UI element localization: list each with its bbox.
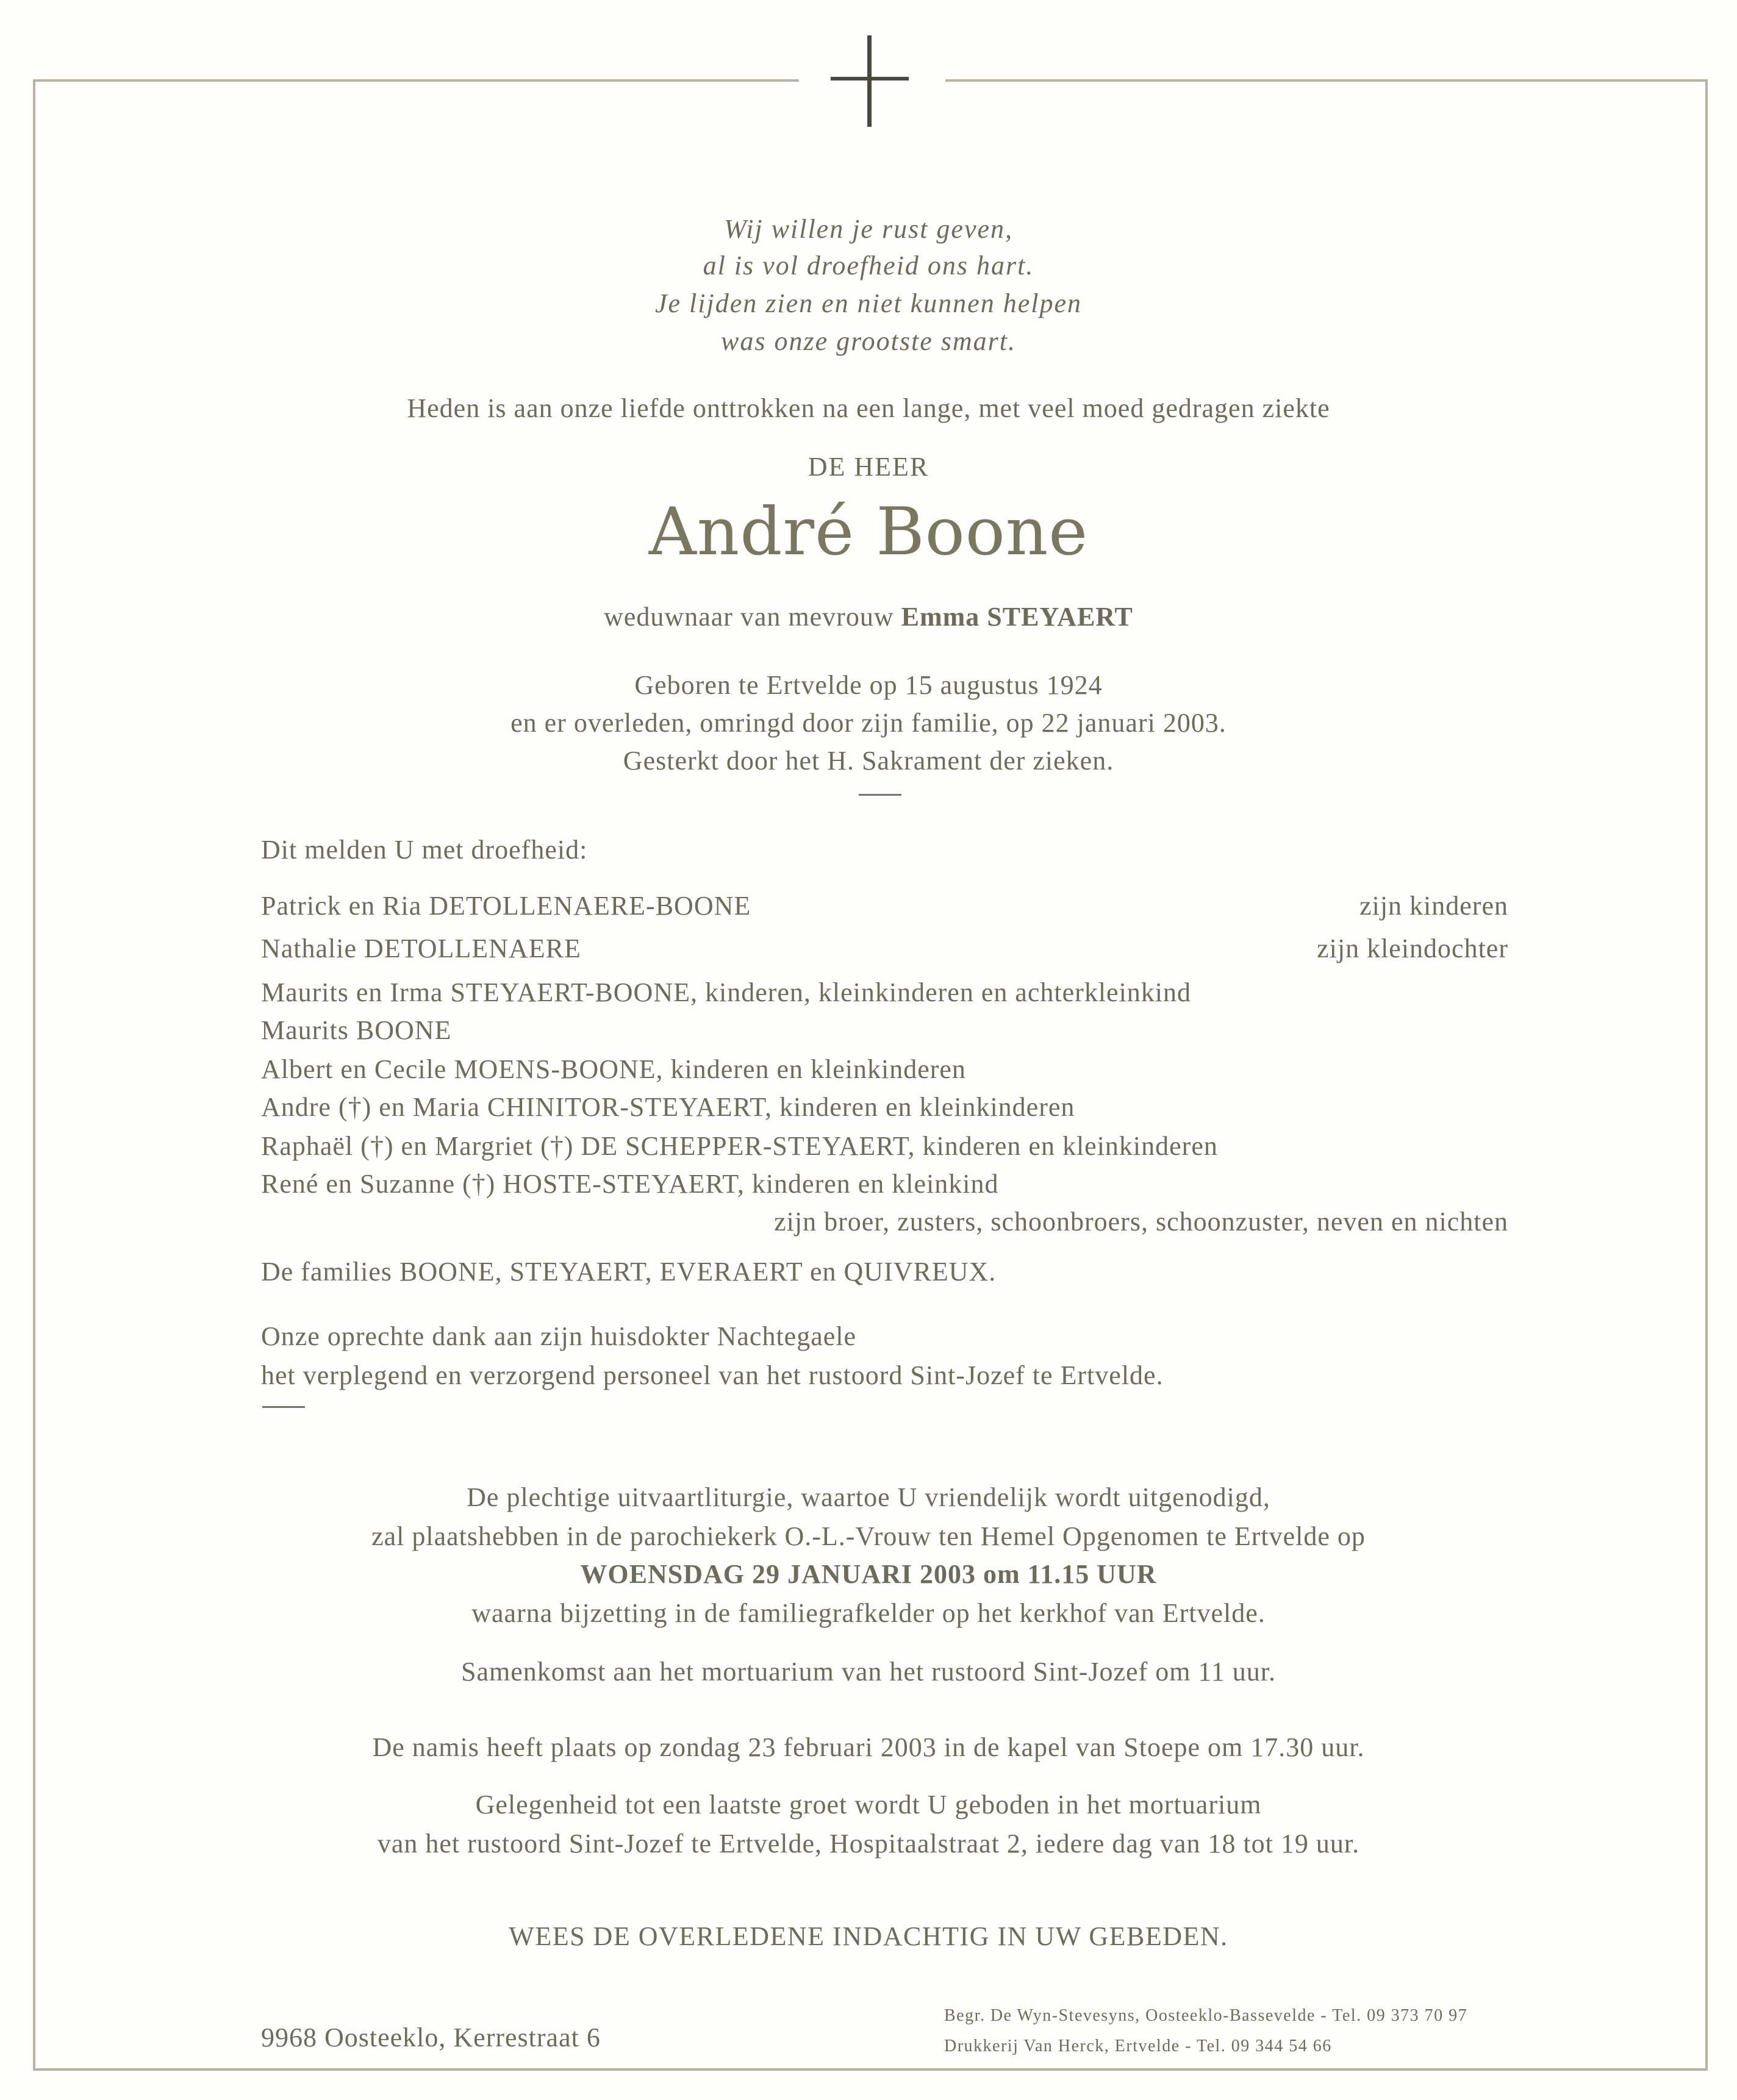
funeral-line-4: waarna bijzetting in de familiegrafkelder op het kerkhof van Ertvelde.	[471, 1598, 1266, 1628]
poem-line-3: Je lijden zien en niet kunnen helpen	[655, 288, 1082, 318]
announce-text: Dit melden U met droefheid:	[261, 835, 588, 865]
funeral-line-1: De plechtige uitvaartliturgie, waartoe U vriendelijk wordt uitgenodigd,	[467, 1482, 1270, 1512]
poem-line-1: Wij willen je rust geven,	[723, 214, 1014, 244]
thanks-line-2: het verplegend en verzorgend personeel van het rustoord Sint-Jozef te Ertvelde.	[261, 1360, 1164, 1390]
families-line: De families BOONE, STEYAERT, EVERAERT en QUIVREUX.	[261, 1257, 997, 1287]
divider-dash	[262, 1406, 305, 1408]
frame-gap	[799, 67, 945, 104]
family-name-1: Patrick en Ria DETOLLENAERE-BOONE	[261, 891, 751, 921]
poem-line-2: al is vol droefheid ons hart.	[703, 251, 1034, 280]
life-line-3: Gesterkt door het H. Sakrament der zieken.	[623, 746, 1114, 776]
life-line-1: Geboren te Ertvelde op 15 augustus 1924	[634, 670, 1103, 700]
family-name-2: Nathalie DETOLLENAERE	[261, 934, 581, 963]
sibling-line-5: Raphaël (†) en Margriet (†) DE SCHEPPER-STEYAERT, kinderen en kleinkinderen	[261, 1131, 1218, 1161]
funeral-line-2: zal plaatshebben in de parochiekerk O.-L.-Vrouw ten Hemel Opgenomen te Ertvelde op	[371, 1521, 1366, 1551]
mass-text: De namis heeft plaats op zondag 23 februari 2003 in de kapel van Stoepe om 17.30 uur.	[372, 1732, 1365, 1762]
intro-text: Heden is aan onze liefde onttrokken na een lange, met veel moed gedragen ziekte	[407, 393, 1330, 423]
credit-printer: Drukkerij Van Herck, Ertvelde - Tel. 09 344 54 66	[944, 2037, 1332, 2055]
address-text: 9968 Oosteeklo, Kerrestraat 6	[261, 2023, 601, 2052]
life-line-2: en er overleden, omringd door zijn familie, op 22 januari 2003.	[510, 708, 1227, 738]
funeral-datetime: WOENSDAG 29 JANUARI 2003 om 11.15 UUR	[580, 1559, 1157, 1589]
credit-undertaker: Begr. De Wyn-Stevesyns, Oosteeklo-Bassevelde - Tel. 09 373 70 97	[944, 2006, 1468, 2025]
widower-line	[0, 601, 1737, 632]
farewell-line-1: Gelegenheid tot een laatste groet wordt U geboden in het mortuarium	[475, 1790, 1262, 1820]
thanks-line-1: Onze oprechte dank aan zijn huisdokter Nachtegaele	[261, 1321, 857, 1351]
siblings-relation: zijn broer, zusters, schoonbroers, schoonzuster, neven en nichten	[774, 1207, 1508, 1237]
sibling-line-1: Maurits en Irma STEYAERT-BOONE, kinderen, kleinkinderen en achterkleinkind	[261, 977, 1192, 1007]
farewell-line-2: van het rustoord Sint-Jozef te Ertvelde, Hospitaalstraat 2, iedere dag van 18 tot 19 uur.	[377, 1829, 1360, 1859]
gathering-text: Samenkomst aan het mortuarium van het rustoord Sint-Jozef om 11 uur.	[460, 1657, 1277, 1687]
poem-line-4: was onze grootste smart.	[721, 326, 1016, 356]
sibling-line-4: Andre (†) en Maria CHINITOR-STEYAERT, kinderen en kleinkinderen	[261, 1092, 1075, 1122]
deceased-name: André Boone	[648, 494, 1089, 570]
family-relation-2: zijn kleindochter	[1317, 934, 1508, 963]
widower-prefix: weduwnaar van mevrouw	[604, 602, 894, 632]
family-relation-1: zijn kinderen	[1359, 891, 1508, 921]
sibling-line-3: Albert en Cecile MOENS-BOONE, kinderen en kleinkinderen	[261, 1054, 966, 1084]
sibling-line-2: Maurits BOONE	[261, 1015, 452, 1045]
prayer-text: WEES DE OVERLEDENE INDACHTIG IN UW GEBEDEN.	[509, 1921, 1228, 1951]
spouse-name: Emma STEYAERT	[901, 602, 1133, 632]
honorific: DE HEER	[808, 452, 929, 482]
sibling-line-6: René en Suzanne (†) HOSTE-STEYAERT, kinderen en kleinkind	[261, 1169, 999, 1199]
divider-dash	[859, 794, 901, 796]
